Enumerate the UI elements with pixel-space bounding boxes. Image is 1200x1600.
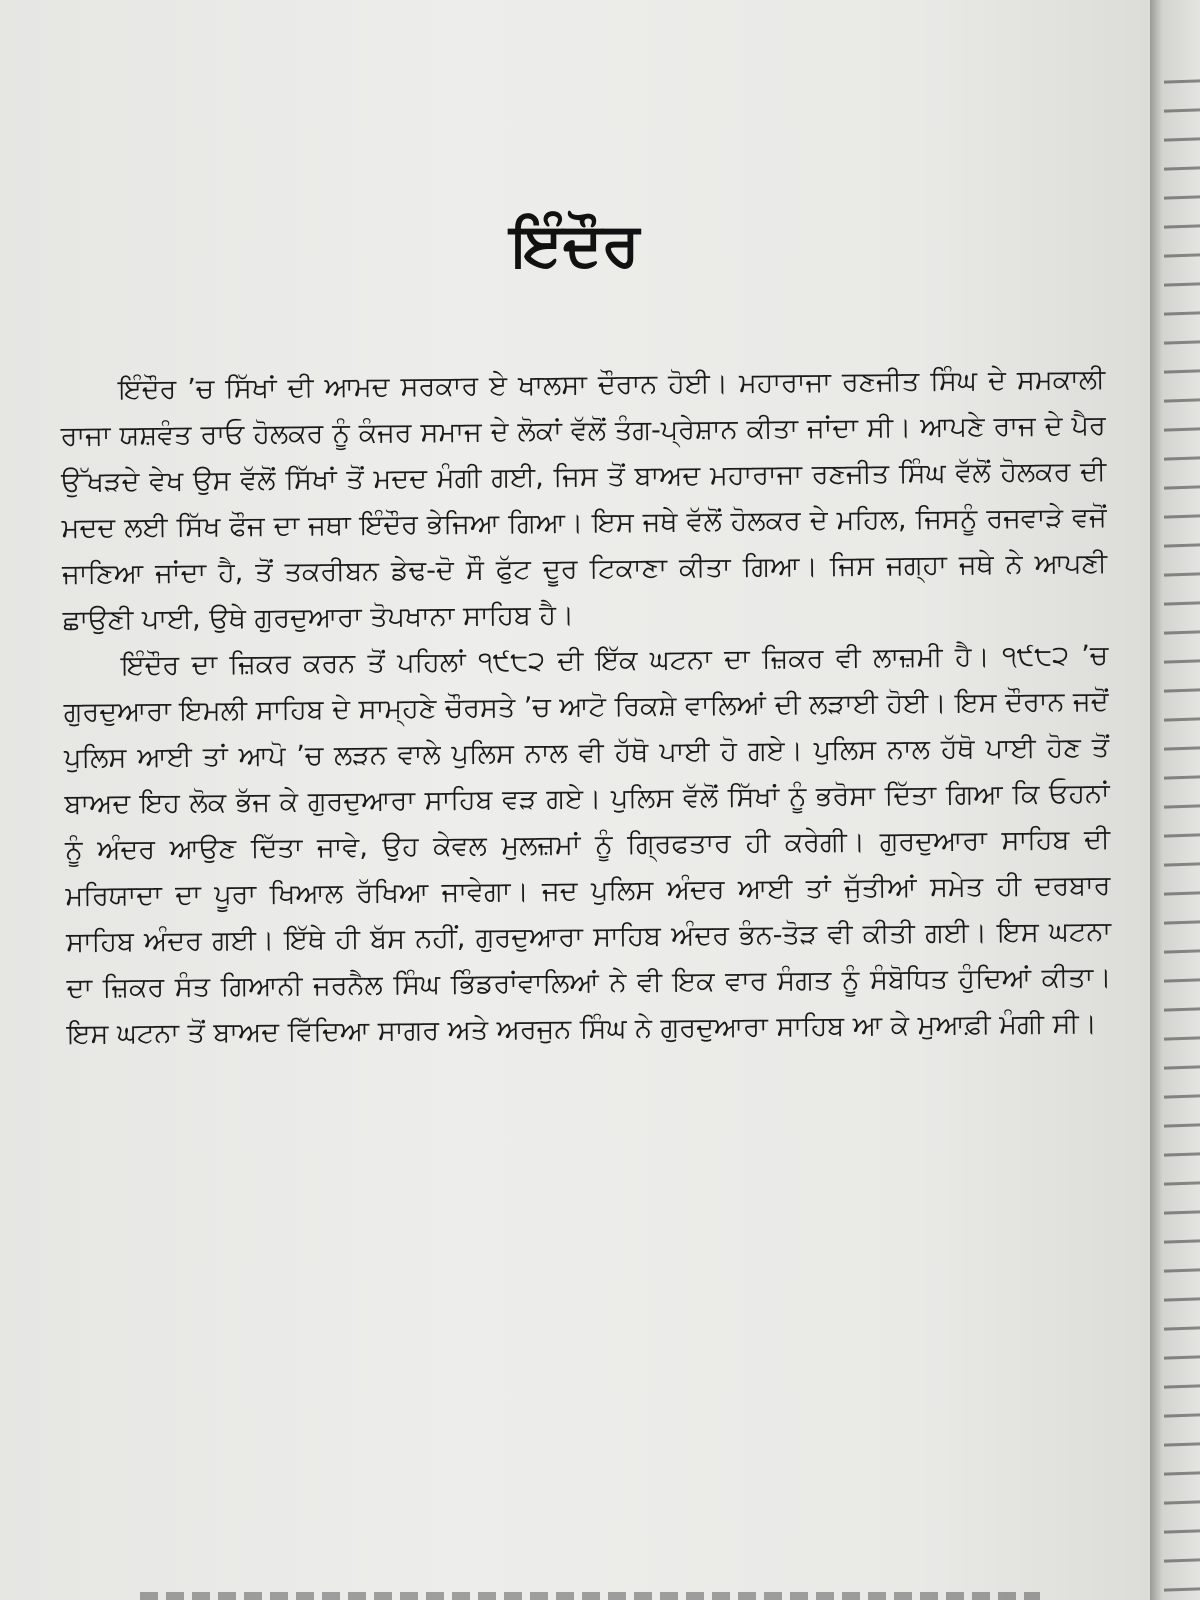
chapter-title: ਇੰਦੌਰ: [510, 210, 640, 280]
paragraph-2: ਇੰਦੌਰ ਦਾ ਜ਼ਿਕਰ ਕਰਨ ਤੋਂ ਪਹਿਲਾਂ ੧੯੮੨ ਦੀ ਇੱਕ ਘਟਨਾ ਦਾ ਜ਼ਿਕਰ ਵੀ ਲਾਜ਼ਮੀ ਹੈ। ੧੯੮੨ ’ਚ ਗੁਰਦੁਆਰਾ ਇਮਲੀ ਸਾਹਿਬ ਦੇ ਸਾਮ੍ਹਣੇ ਚੌਰਸਤੇ ’ਚ ਆਟੋ ਰਿਕਸ਼ੇ ਵਾਲਿਆਂ ਦੀ ਲੜਾਈ ਹੋਈ। ਇਸ ਦੌਰਾਨ ਜਦੋਂ ਪੁਲਿਸ ਆਈ ਤਾਂ ਆਪੋ ’ਚ ਲੜਨ ਵਾਲੇ ਪੁਲਿਸ ਨਾਲ ਵੀ ਹੱਥੋ ਪਾਈ ਹੋ ਗਏ। ਪੁਲਿਸ ਨਾਲ ਹੱਥੋ ਪਾਈ ਹੋਣ ਤੋਂ ਬਾਅਦ ਇਹ ਲੋਕ ਭੱਜ ਕੇ ਗੁਰਦੁਆਰਾ ਸਾਹਿਬ ਵੜ ਗਏ। ਪੁਲਿਸ ਵੱਲੋਂ ਸਿੱਖਾਂ ਨੂੰ ਭਰੋਸਾ ਦਿੱਤਾ ਗਿਆ ਕਿ ਓਹਨਾਂ ਨੂੰ ਅੰਦਰ ਆਉਣ ਦਿੱਤਾ ਜਾਵੇ, ਉਹ ਕੇਵਲ ਮੁਲਜ਼ਮਾਂ ਨੂੰ ਗ੍ਰਿਫਤਾਰ ਹੀ ਕਰੇਗੀ। ਗੁਰਦੁਆਰਾ ਸਾਹਿਬ ਦੀ ਮਰਿਯਾਦਾ ਦਾ ਪੂਰਾ ਖਿਆਲ ਰੱਖਿਆ ਜਾਵੇਗਾ। ਜਦ ਪੁਲਿਸ ਅੰਦਰ ਆਈ ਤਾਂ ਜੁੱਤੀਆਂ ਸਮੇਤ ਹੀ ਦਰਬਾਰ ਸਾਹਿਬ ਅੰਦਰ ਗਈ। ਇੱਥੇ ਹੀ ਬੱਸ ਨਹੀਂ, ਗੁਰਦੁਆਰਾ ਸਾਹਿਬ ਅੰਦਰ ਭੰਨ-ਤੋੜ ਵੀ ਕੀਤੀ ਗਈ। ਇਸ ਘਟਨਾ ਦਾ ਜ਼ਿਕਰ ਸੰਤ ਗਿਆਨੀ ਜਰਨੈਲ ਸਿੰਘ ਭਿੰਡਰਾਂਵਾਲਿਆਂ ਨੇ ਵੀ ਇਕ ਵਾਰ ਸੰਗਤ ਨੂੰ ਸੰਬੋਧਿਤ ਹੁੰਦਿਆਂ ਕੀਤਾ। ਇਸ ਘਟਨਾ ਤੋਂ ਬਾਅਦ ਵਿੱਦਿਆ ਸਾਗਰ ਅਤੇ ਅਰਜੁਨ ਸਿੰਘ ਨੇ ਗੁਰਦੁਆਰਾ ਸਾਹਿਬ ਆ ਕੇ ਮੁਆਫ਼ੀ ਮੰਗੀ ਸੀ।: [63, 640, 1112, 1050]
paragraph-1: ਇੰਦੌਰ ’ਚ ਸਿੱਖਾਂ ਦੀ ਆਮਦ ਸਰਕਾਰ ਏ ਖਾਲਸਾ ਦੌਰਾਨ ਹੋਈ। ਮਹਾਰਾਜਾ ਰਣਜੀਤ ਸਿੰਘ ਦੇ ਸਮਕਾਲੀ ਰਾਜਾ ਯਸ਼ਵੰਤ ਰਾਓ ਹੋਲਕਰ ਨੂੰ ਕੰਜਰ ਸਮਾਜ ਦੇ ਲੋਕਾਂ ਵੱਲੋਂ ਤੰਗ-ਪ੍ਰੇਸ਼ਾਨ ਕੀਤਾ ਜਾਂਦਾ ਸੀ। ਆਪਣੇ ਰਾਜ ਦੇ ਪੈਰ ਉੱਖੜਦੇ ਵੇਖ ਉਸ ਵੱਲੋਂ ਸਿੱਖਾਂ ਤੋਂ ਮਦਦ ਮੰਗੀ ਗਈ, ਜਿਸ ਤੋਂ ਬਾਅਦ ਮਹਾਰਾਜਾ ਰਣਜੀਤ ਸਿੰਘ ਵੱਲੋਂ ਹੋਲਕਰ ਦੀ ਮਦਦ ਲਈ ਸਿੱਖ ਫੌਜ ਦਾ ਜਥਾ ਇੰਦੌਰ ਭੇਜਿਆ ਗਿਆ। ਇਸ ਜਥੇ ਵੱਲੋਂ ਹੋਲਕਰ ਦੇ ਮਹਿਲ, ਜਿਸਨੂੰ ਰਜਵਾੜੇ ਵਜੋਂ ਜਾਣਿਆ ਜਾਂਦਾ ਹੈ, ਤੋਂ ਤਕਰੀਬਨ ਡੇਢ-ਦੋ ਸੌ ਫੁੱਟ ਦੂਰ ਟਿਕਾਣਾ ਕੀਤਾ ਗਿਆ। ਜਿਸ ਜਗ੍ਹਾ ਜਥੇ ਨੇ ਆਪਣੀ ਛਾਉਣੀ ਪਾਈ, ਉਥੇ ਗੁਰਦੁਆਰਾ ਤੋਪਖਾਨਾ ਸਾਹਿਬ ਹੈ।: [60, 364, 1108, 636]
page-body: [60, 357, 1112, 1058]
next-page-edge: [1150, 0, 1200, 1600]
cut-off-next-line: [140, 1578, 1040, 1600]
